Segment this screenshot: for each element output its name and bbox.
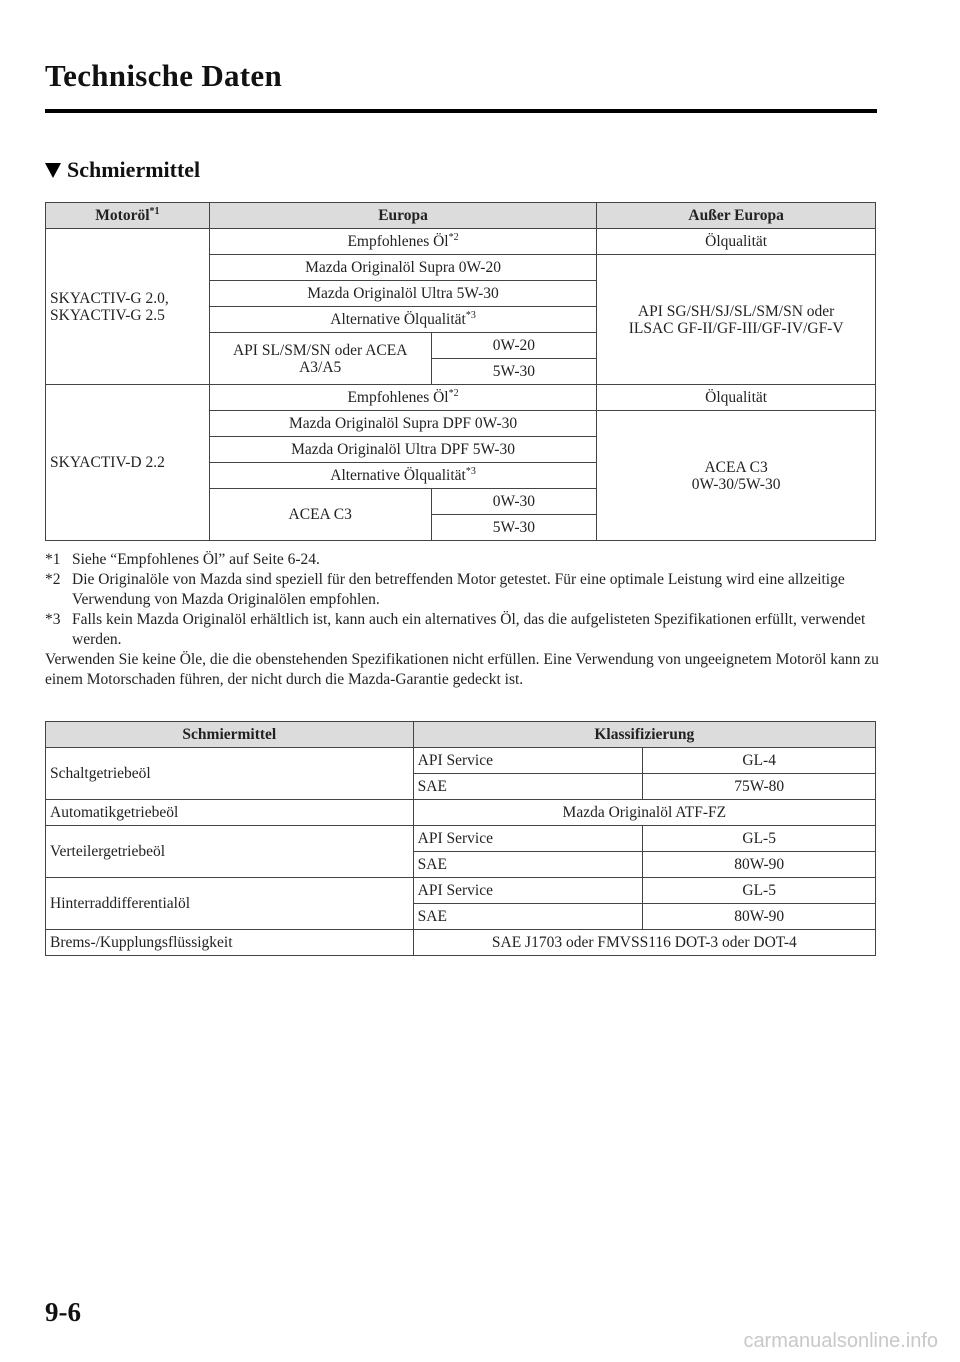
table-row (46, 385, 876, 411)
footnote: *2 Die Originalöle von Mazda sind speziell für den betreffenden Motor getestet. Für eine optimale Leistung wird eine allzeitige Verwendung von Mazda Originalölen empfohlen. (45, 571, 845, 608)
standard: SAE (413, 774, 643, 800)
viscosity: 5W-30 (431, 359, 597, 385)
lubricant-name: Verteilergetriebeöl (46, 826, 414, 878)
triangle-down-icon (45, 163, 61, 178)
engine-oil-table (45, 202, 876, 541)
header-engine-oil: Motoröl$^{*1}$ (46, 203, 210, 229)
watermark: carmanualsonline.info (743, 1330, 938, 1352)
header-lubricant: Schmiermittel (46, 722, 414, 748)
oil-quality-label: Ölqualität (597, 229, 876, 255)
lubricant-name: Schaltgetriebeöl (46, 748, 414, 800)
standard: API Service (413, 748, 643, 774)
header-outside-europe: Außer Europa (597, 203, 876, 229)
chapter-divider (45, 109, 877, 113)
table-header-row (46, 203, 876, 229)
section-title-text: Schmiermittel (67, 157, 201, 182)
alternative-spec: ACEA C3 (209, 489, 431, 541)
warning-text: Verwenden Sie keine Öle, die die obenstehenden Spezifikationen nicht erfüllen. Eine Verwendung von ungeeignetem Motoröl kann zu einem Motorschaden führen, der nicht durch die Mazda-Garantie gedeckt ist. (45, 651, 879, 688)
classification-value: Mazda Originalöl ATF-FZ (413, 800, 875, 826)
standard: SAE (413, 852, 643, 878)
footnote: *3 Falls kein Mazda Originalöl erhältlich ist, kann auch ein alternatives Öl, das die aufgelisteten Spezifikationen erfüllt, verwendet werden. (45, 611, 866, 648)
recommended-oil-label: Empfohlenes $Öl^{*2}$ (209, 229, 596, 255)
table-row (46, 878, 876, 904)
classification-value: GL-5 (643, 826, 876, 852)
table-row (46, 748, 876, 774)
classification-value: 80W-90 (643, 852, 876, 878)
viscosity: 0W-20 (431, 333, 597, 359)
chapter-title: Technische Daten (45, 58, 283, 93)
alternative-spec: API SL/SM/SN oder ACEA A3/A5 (209, 333, 431, 385)
recommended-oil: Mazda Originalöl Supra DPF 0W-30 (209, 411, 596, 437)
alternative-quality-label: Alternative Ölqualität$^{*3}$ (209, 463, 596, 489)
table-header-row (46, 722, 876, 748)
classification-value: 75W-80 (643, 774, 876, 800)
classification-value: 80W-90 (643, 904, 876, 930)
lubricant-table (45, 721, 876, 956)
viscosity: 0W-30 (431, 489, 597, 515)
classification-value: GL-4 (643, 748, 876, 774)
viscosity: 5W-30 (431, 515, 597, 541)
section-title (45, 157, 200, 183)
outside-europe-spec: ACEA C3 0W-30/5W-30 (597, 411, 876, 541)
recommended-oil-label: Empfohlenes $Öl^{*2}$ (209, 385, 596, 411)
classification-value: SAE J1703 oder FMVSS116 DOT-3 oder DOT-4 (413, 930, 875, 956)
standard: API Service (413, 878, 643, 904)
header-europe: Europa (209, 203, 596, 229)
recommended-oil: Mazda Originalöl Ultra DPF 5W-30 (209, 437, 596, 463)
recommended-oil: Mazda Originalöl Supra 0W-20 (209, 255, 596, 281)
alternative-quality-label: Alternative Ölqualität$^{*3}$ (209, 307, 596, 333)
lubricant-name: Brems-/Kupplungsflüssigkeit (46, 930, 414, 956)
standard: API Service (413, 826, 643, 852)
classification-value: GL-5 (643, 878, 876, 904)
recommended-oil: Mazda Originalöl Ultra 5W-30 (209, 281, 596, 307)
page-number: 9-6 (45, 1297, 81, 1327)
engine-cell: SKYACTIV-D 2.2 (46, 385, 210, 541)
footnote: *1 Siehe “Empfohlenes Öl” auf Seite 6-24. (45, 551, 320, 568)
engine-cell: SKYACTIV-G 2.0, SKYACTIV-G 2.5 (46, 229, 210, 385)
lubricant-name: Hinterraddifferentialöl (46, 878, 414, 930)
outside-europe-spec: API SG/SH/SJ/SL/SM/SN oder ILSAC GF-II/GF-III/GF-IV/GF-V (597, 255, 876, 385)
table-row (46, 229, 876, 255)
footnotes (45, 550, 885, 690)
header-classification: Klassifizierung (413, 722, 875, 748)
table-row (46, 800, 876, 826)
lubricant-name: Automatikgetriebeöl (46, 800, 414, 826)
standard: SAE (413, 904, 643, 930)
oil-quality-label: Ölqualität (597, 385, 876, 411)
table-row (46, 826, 876, 852)
table-row (46, 930, 876, 956)
